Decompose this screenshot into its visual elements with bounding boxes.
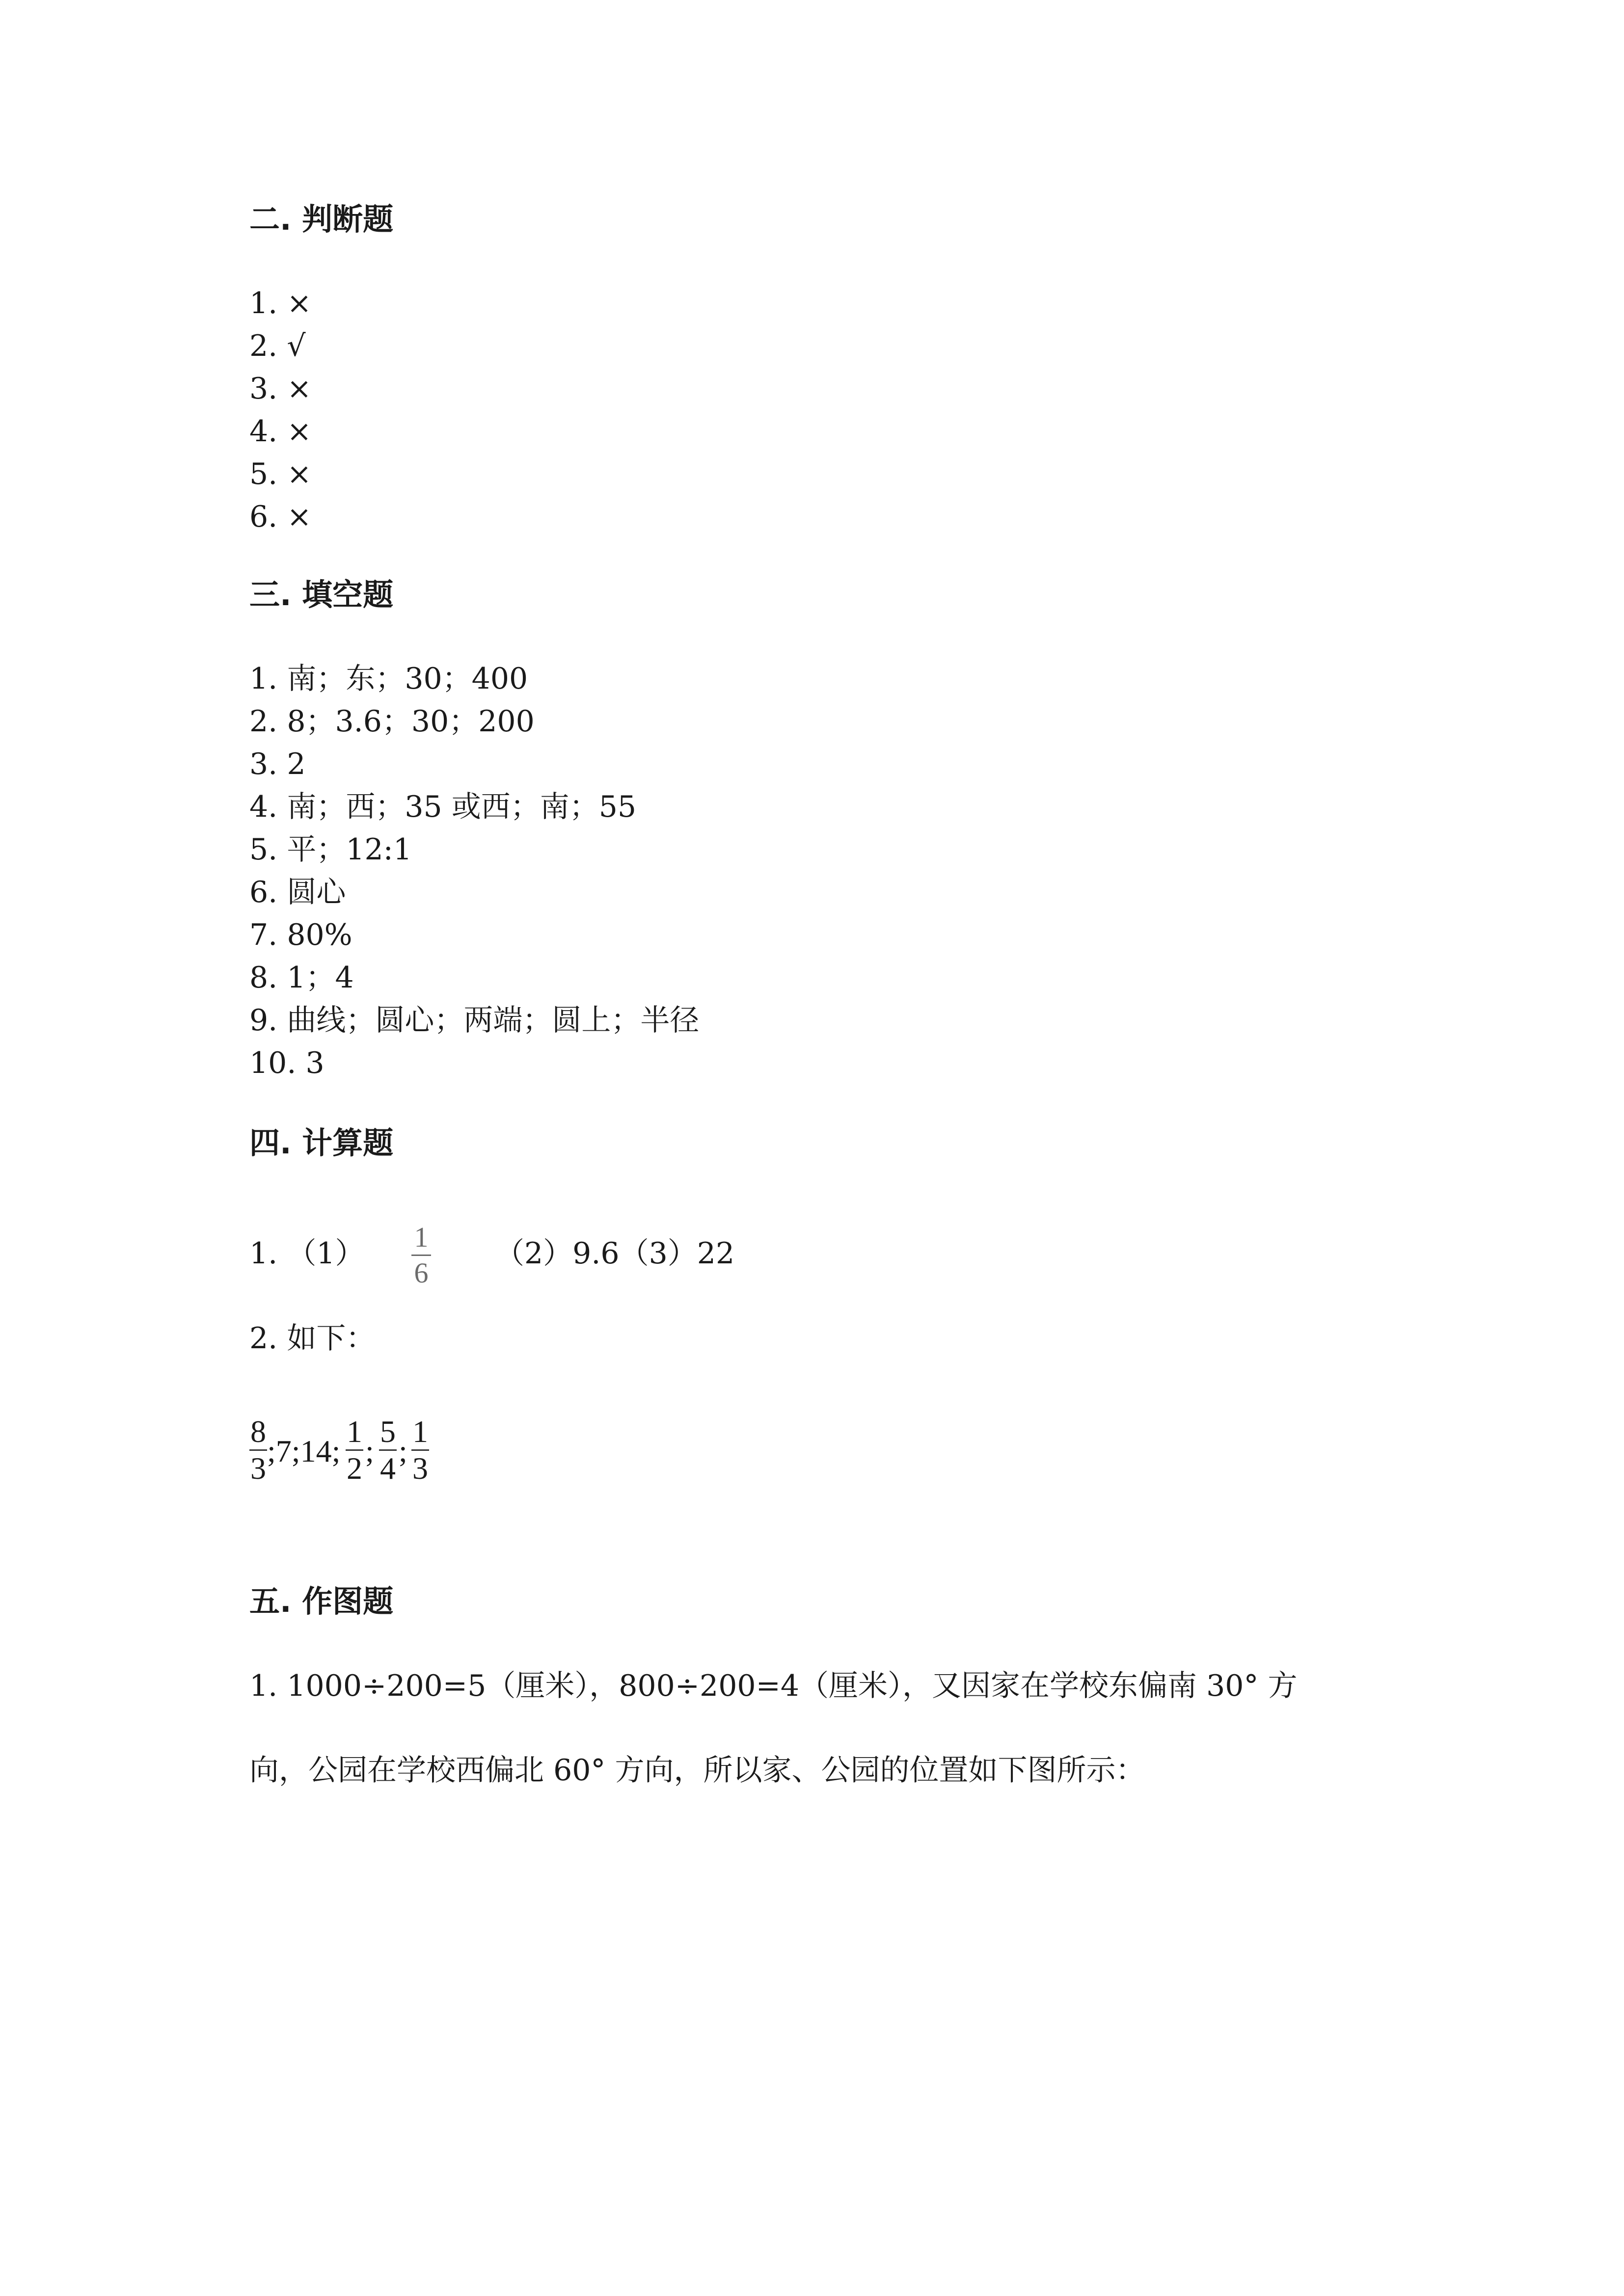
fraction-denominator: 3: [250, 1451, 266, 1486]
answer-separator: ;7;14;: [267, 1434, 341, 1468]
fraction-denominator: 4: [380, 1451, 396, 1486]
fraction-numerator: 5: [380, 1414, 396, 1449]
fill-item-9: 9. 曲线；圆心；两端；圆上；半径: [249, 1003, 700, 1038]
fill-item-2: 2. 8；3.6；30；200: [249, 704, 535, 739]
judge-item-3: 3. ×: [249, 372, 312, 406]
calc-q2-label: 2. 如下：: [249, 1321, 376, 1356]
answer-fraction-4: [411, 1416, 429, 1484]
fill-item-1: 1. 南；东；30；400: [249, 662, 528, 696]
draw-q1-line1: 1. 1000÷200=5（厘米），800÷200=4（厘米），又因家在学校东偏南 30° 方: [249, 1669, 1298, 1703]
fill-item-10: 10. 3: [249, 1046, 325, 1080]
fraction-numerator: 8: [250, 1414, 266, 1449]
section-calc-title: 四. 计算题: [249, 1125, 394, 1161]
judge-item-6: 6. ×: [249, 500, 312, 534]
answer-separator: ;: [399, 1434, 407, 1468]
fill-item-8: 8. 1；4: [249, 961, 354, 995]
fill-item-4: 4. 南；西；35 或西；南；55: [249, 790, 637, 824]
fraction-bar: [411, 1255, 431, 1256]
fill-item-5: 5. 平；12:1: [249, 832, 412, 867]
fill-item-7: 7. 80%: [249, 918, 352, 952]
fraction-numerator: 1: [412, 1414, 428, 1449]
section-draw-title: 五. 作图题: [249, 1583, 394, 1619]
calc-q1-suffix: （2）9.6（3）22: [495, 1236, 735, 1271]
fill-item-6: 6. 圆心: [249, 875, 346, 909]
answer-fraction-1: [249, 1416, 267, 1484]
fraction-denominator: 2: [347, 1451, 362, 1486]
answer-fraction-3: [379, 1416, 397, 1484]
answer-separator: ;: [365, 1434, 374, 1468]
calc-q1-prefix: 1. （1）: [249, 1236, 365, 1271]
fill-item-3: 3. 2: [249, 747, 306, 781]
judge-item-2: 2. √: [249, 329, 306, 363]
fraction-numerator: 1: [347, 1414, 362, 1449]
section-fill-title: 三. 填空题: [249, 577, 394, 613]
section-judge-title: 二. 判断题: [249, 201, 394, 237]
judge-item-1: 1. ×: [249, 286, 312, 320]
draw-q1-line2: 向，公园在学校西偏北 60° 方向，所以家、公园的位置如下图所示：: [249, 1753, 1145, 1788]
fraction-denominator: 6: [414, 1257, 429, 1289]
judge-item-4: 4. ×: [249, 414, 312, 449]
fraction-numerator: 1: [414, 1221, 429, 1253]
answer-fraction-2: [346, 1416, 363, 1484]
judge-item-5: 5. ×: [249, 457, 312, 491]
calc-q1-fraction: [411, 1223, 431, 1287]
fraction-denominator: 3: [412, 1451, 428, 1486]
